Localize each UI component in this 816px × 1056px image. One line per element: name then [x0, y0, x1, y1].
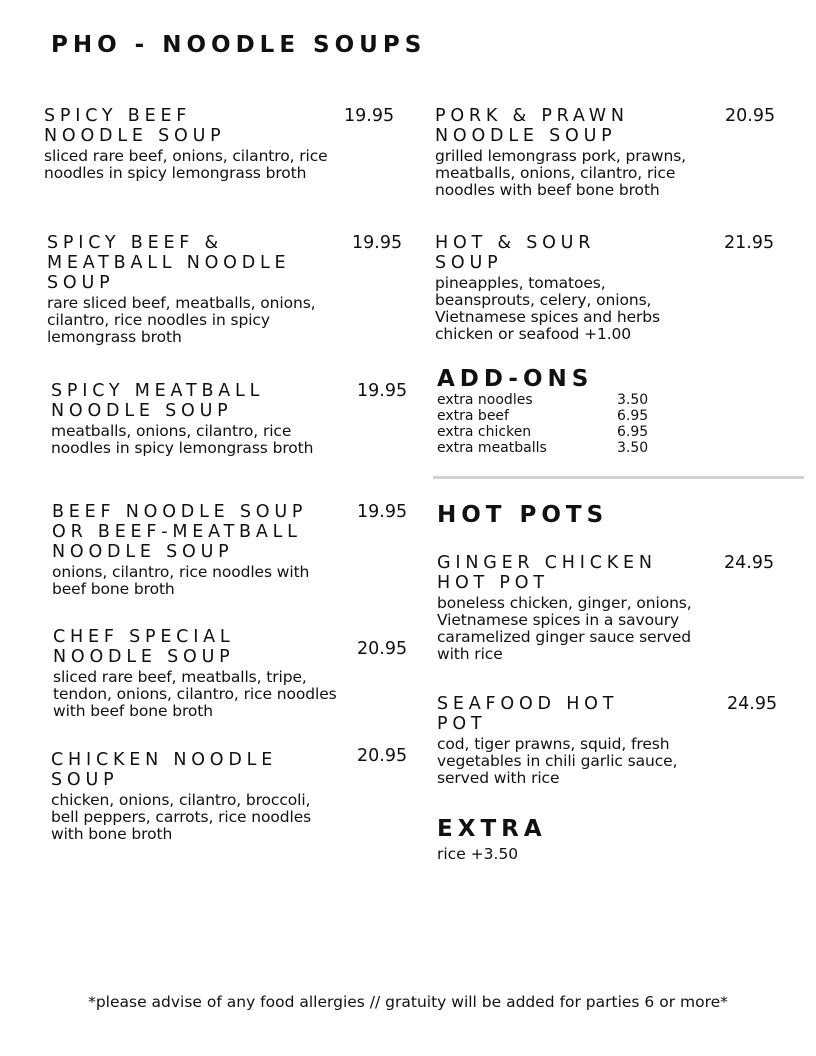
addon-name: extra chicken: [437, 424, 532, 440]
extra-heading: EXTRA: [437, 816, 547, 842]
item-price: 20.95: [357, 746, 408, 766]
item-name: GINGER CHICKEN HOT POT: [437, 553, 657, 593]
menu-item: [435, 106, 780, 199]
menu-item: [53, 627, 413, 720]
item-description: sliced rare beef, onions, cilantro, rice noodles in spicy lemongrass broth: [44, 147, 328, 182]
item-price: 20.95: [357, 639, 408, 659]
addon-price: 3.50: [617, 440, 649, 456]
item-name: BEEF NOODLE SOUP OR BEEF-MEATBALL NOODLE SOUP: [52, 502, 308, 562]
menu-item: [437, 694, 782, 787]
addon-row: [437, 440, 677, 456]
item-price: 19.95: [357, 381, 408, 401]
pho-noodle-soups-heading: PHO - NOODLE SOUPS: [51, 32, 427, 58]
addon-row: [437, 392, 677, 408]
hot-pots-heading: HOT POTS: [437, 502, 609, 528]
item-name: CHICKEN NOODLE SOUP: [51, 750, 278, 790]
addon-price: 6.95: [617, 408, 649, 424]
item-name: HOT & SOUR SOUP: [435, 233, 596, 273]
menu-item: [47, 233, 412, 346]
item-price: 19.95: [357, 502, 408, 522]
menu-item: [437, 553, 782, 663]
item-price: 19.95: [344, 106, 395, 126]
item-description: onions, cilantro, rice noodles with beef bone broth: [52, 563, 310, 598]
item-description: rare sliced beef, meatballs, onions, cilantro, rice noodles in spicy lemongrass broth: [47, 294, 316, 346]
item-name: SPICY BEEF & MEATBALL NOODLE SOUP: [47, 233, 291, 293]
menu-item: [435, 233, 780, 343]
item-price: 20.95: [725, 106, 776, 126]
item-name: SPICY MEATBALL NOODLE SOUP: [51, 381, 265, 421]
item-description: pineapples, tomatoes, beansprouts, celery, onions, Vietnamese spices and herbs chicken or seafood +1.00: [435, 274, 660, 343]
addons-heading: ADD-ONS: [437, 366, 594, 392]
item-description: grilled lemongrass pork, prawns, meatballs, onions, cilantro, rice noodles with beef bone broth: [435, 147, 687, 199]
item-price: 24.95: [724, 553, 775, 573]
item-price: 24.95: [727, 694, 778, 714]
menu-item: [51, 746, 413, 843]
allergy-notice: *please advise of any food allergies // gratuity will be added for parties 6 or more*: [88, 993, 728, 1011]
menu-item: [51, 381, 413, 457]
addons-list: [437, 392, 677, 456]
addon-name: extra meatballs: [437, 440, 547, 456]
item-name: PORK & PRAWN NOODLE SOUP: [435, 106, 629, 146]
item-description: meatballs, onions, cilantro, rice noodles in spicy lemongrass broth: [51, 422, 314, 457]
addon-price: 3.50: [617, 392, 649, 408]
addon-name: extra beef: [437, 408, 509, 424]
item-name: SEAFOOD HOT POT: [437, 694, 619, 734]
section-divider: [433, 476, 804, 479]
addon-row: [437, 424, 677, 440]
menu-item: [52, 502, 412, 598]
item-description: sliced rare beef, meatballs, tripe, tendon, onions, cilantro, rice noodles with beef bone broth: [53, 668, 337, 720]
item-name: SPICY BEEF NOODLE SOUP: [44, 106, 226, 146]
item-name: CHEF SPECIAL NOODLE SOUP: [53, 627, 235, 667]
extra-rice: rice +3.50: [437, 845, 519, 863]
item-price: 19.95: [352, 233, 403, 253]
item-price: 21.95: [724, 233, 775, 253]
addon-price: 6.95: [617, 424, 649, 440]
item-description: chicken, onions, cilantro, broccoli, bell peppers, carrots, rice noodles with bone broth: [51, 791, 312, 843]
addon-row: [437, 408, 677, 424]
item-description: cod, tiger prawns, squid, fresh vegetables in chili garlic sauce, served with rice: [437, 735, 678, 787]
menu-item: [44, 106, 414, 182]
item-description: boneless chicken, ginger, onions, Vietnamese spices in a savoury caramelized ginger sauce served with rice: [437, 594, 692, 663]
addon-name: extra noodles: [437, 392, 533, 408]
